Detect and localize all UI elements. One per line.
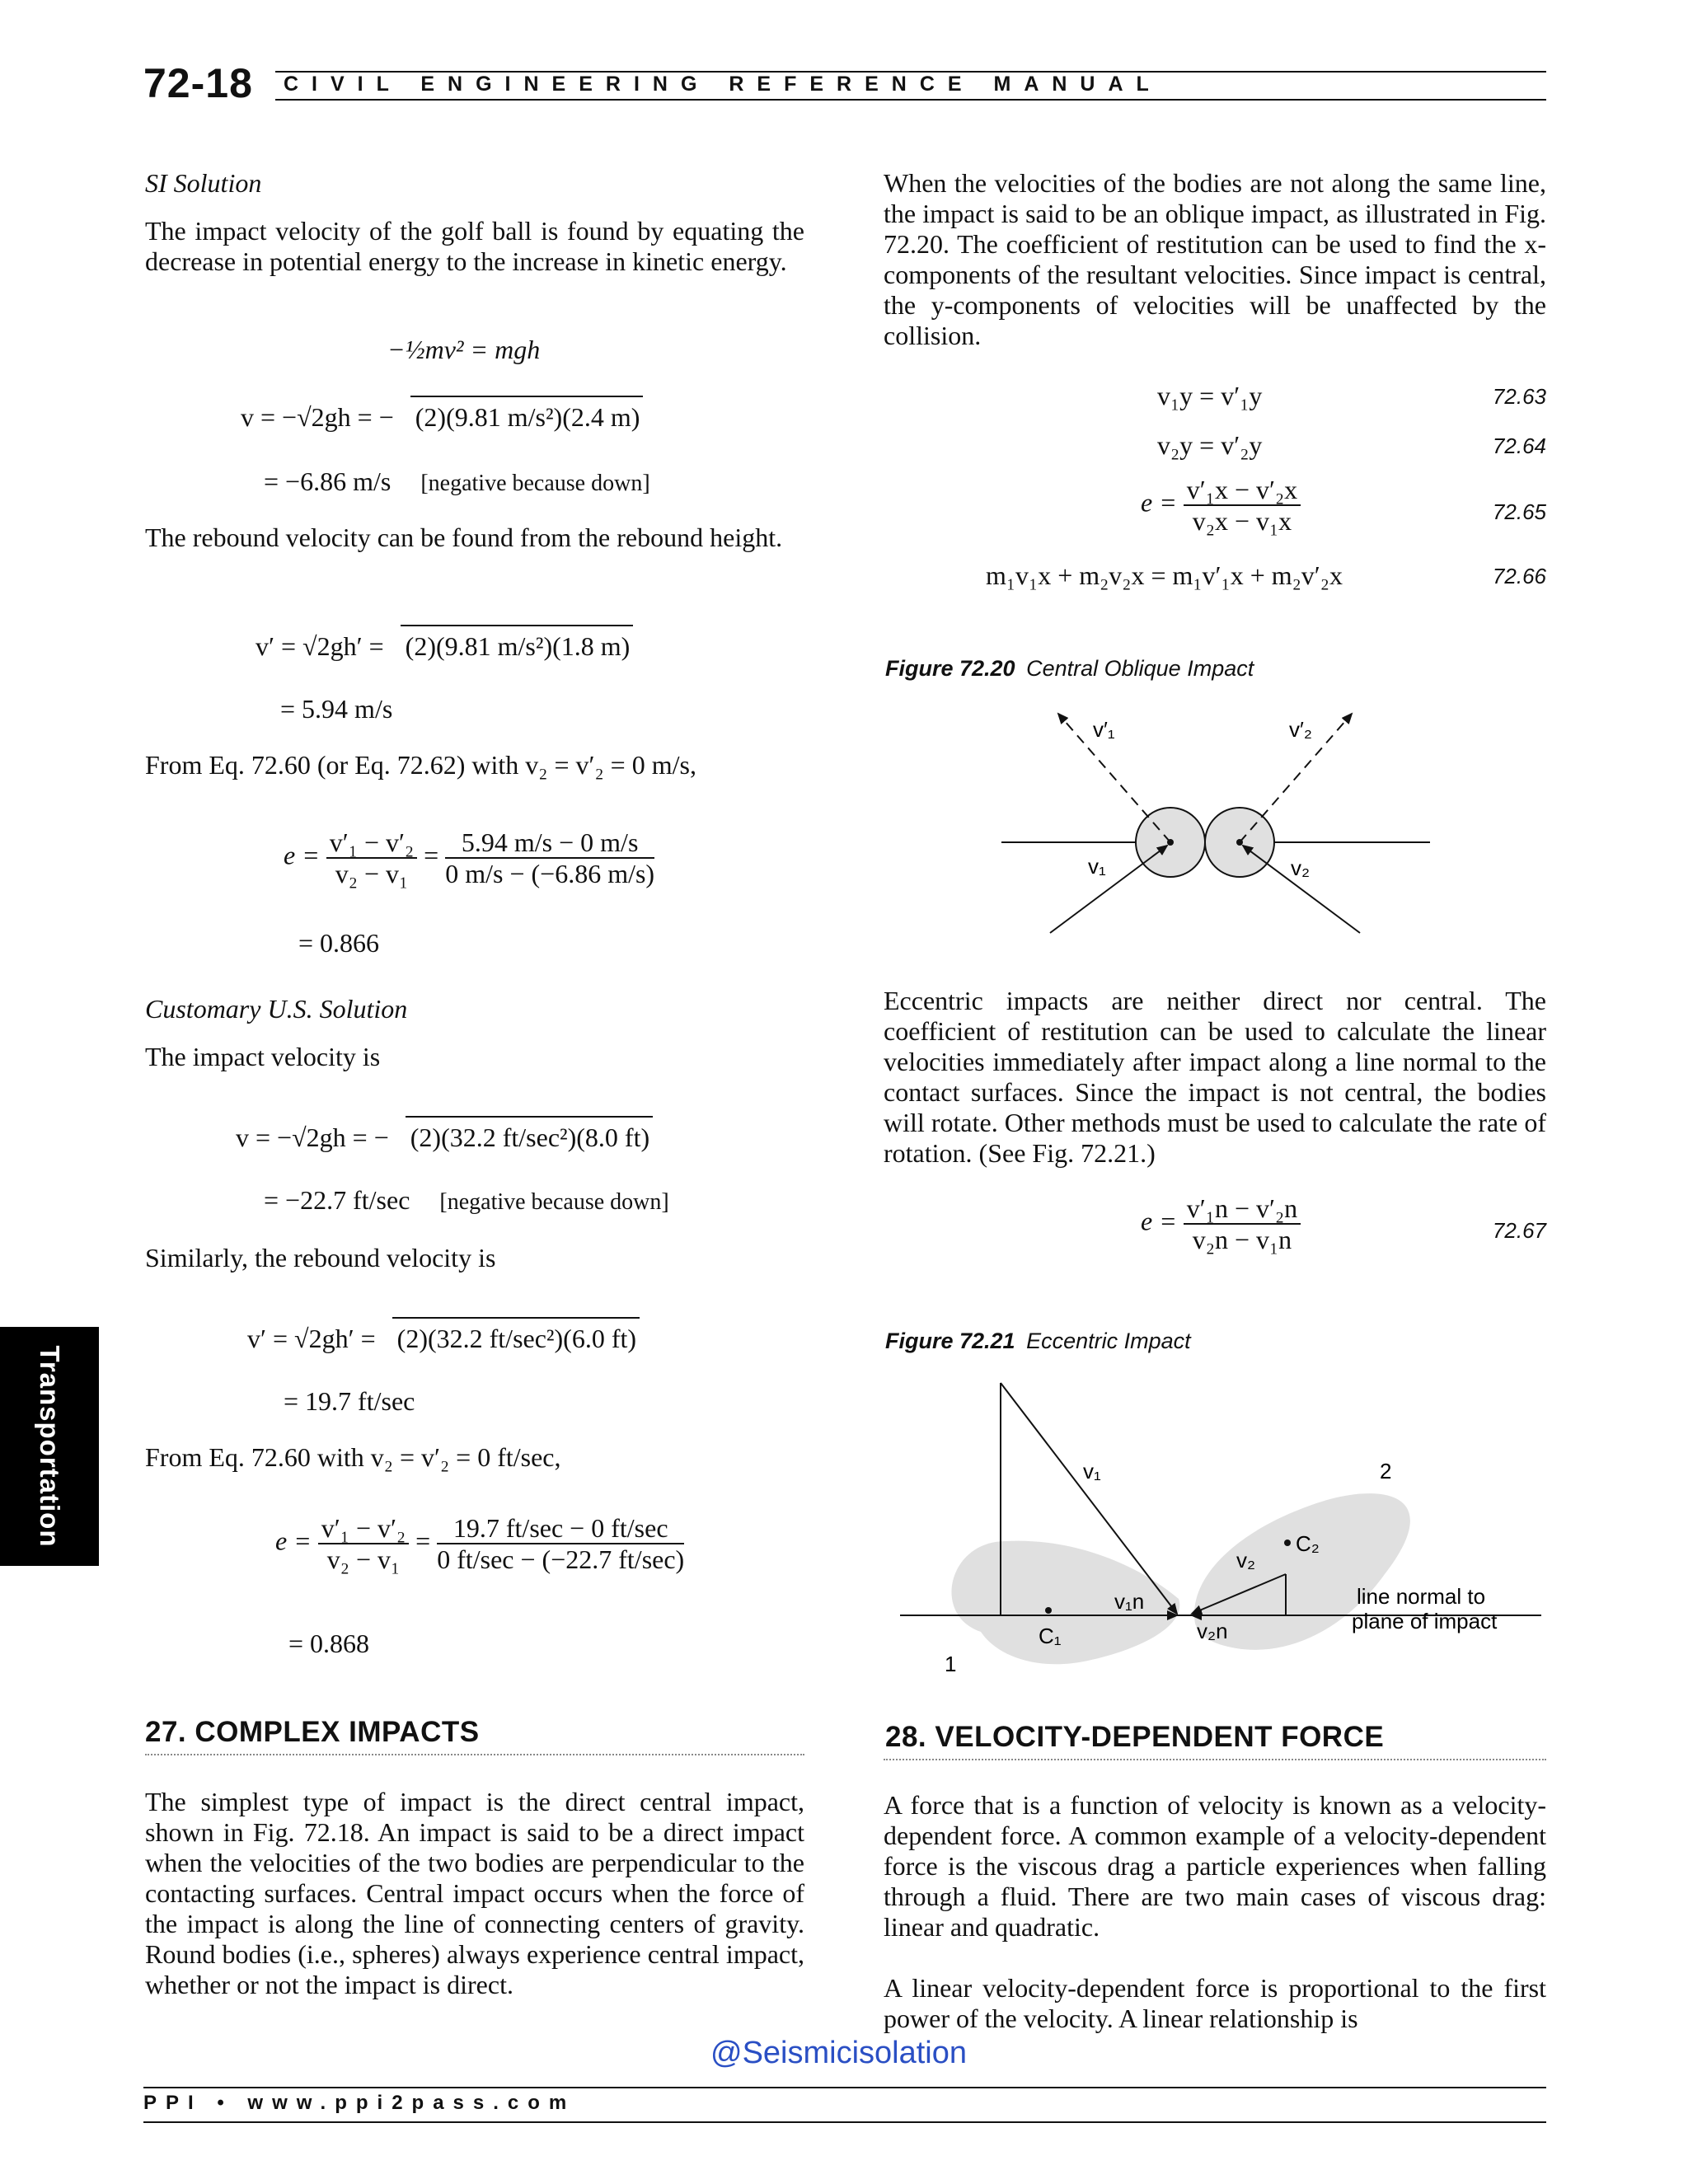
- v2-label: v₂: [1236, 1548, 1256, 1572]
- equation-lhs: e =: [275, 1526, 312, 1556]
- figure-label: Figure 72.21: [885, 1329, 1015, 1353]
- note: [negative because down]: [420, 471, 650, 496]
- equation: [264, 1183, 669, 1219]
- numerator: v′₁ − v′₂: [318, 1513, 409, 1544]
- c1-label: C₁: [1039, 1624, 1062, 1648]
- numerator: v′₁n − v′₂n: [1184, 1193, 1301, 1225]
- equation: [256, 630, 633, 663]
- equation-number: 72.66: [1492, 564, 1546, 588]
- result: = 0.868: [288, 1629, 370, 1658]
- central-oblique-impact-figure: [989, 701, 1451, 948]
- watermark: @Seismicisolation: [710, 2036, 968, 2070]
- figure-label: Figure 72.20: [885, 656, 1015, 681]
- v1-arrow: [1050, 846, 1167, 933]
- fraction: [445, 827, 654, 888]
- equation: [236, 1121, 653, 1154]
- equation-lhs: v = −√2gh = −: [241, 402, 394, 432]
- denominator: v₂ − v₁: [335, 859, 409, 888]
- numerator: 19.7 ft/sec − 0 ft/sec: [437, 1513, 684, 1544]
- radicand: (2)(32.2 ft/sec²)(6.0 ft): [392, 1317, 640, 1353]
- v1n-label: v₁n: [1114, 1589, 1145, 1614]
- result: = 5.94 m/s: [280, 694, 393, 724]
- result: = −6.86 m/s: [264, 466, 392, 496]
- equation: −½mv² = mgh: [387, 335, 541, 364]
- paragraph: From Eq. 72.60 with v₂ = v′₂ = 0 ft/sec,: [145, 1442, 561, 1472]
- paragraph: From Eq. 72.60 (or Eq. 72.62) with v₂ = v′₂ = 0 m/s,: [145, 750, 696, 780]
- equation-lhs: e =: [284, 840, 320, 870]
- paragraph: The impact velocity of the golf ball is found by equating the decrease in potential energy to the increase in kinetic energy.: [145, 216, 804, 276]
- result: = −22.7 ft/sec: [264, 1185, 410, 1215]
- equation: [284, 827, 654, 888]
- equation: m₁v₁x + m₂v₂x = m₁v′₁x + m₂v′₂x: [986, 560, 1343, 590]
- figure-title: Eccentric Impact: [1026, 1329, 1191, 1353]
- body-1: [951, 1541, 1179, 1665]
- line-normal-label-1: line normal to: [1357, 1584, 1486, 1609]
- equation-lhs: v′ = √2gh′ =: [256, 631, 384, 661]
- page-number: 72-18: [143, 60, 253, 106]
- denominator: v₂n − v₁n: [1192, 1225, 1292, 1254]
- denominator: v₂x − v₁x: [1192, 506, 1292, 536]
- section-heading: 27. COMPLEX IMPACTS: [145, 1716, 480, 1748]
- equation-lhs: v′ = √2gh′ =: [247, 1324, 376, 1353]
- v1-label: v₁: [1083, 1459, 1101, 1483]
- figure-title: Central Oblique Impact: [1026, 656, 1254, 681]
- radicand: (2)(9.81 m/s²)(1.8 m): [401, 625, 634, 661]
- equals: =: [415, 1526, 431, 1556]
- equation-number: 72.67: [1492, 1218, 1546, 1243]
- equation-number: 72.63: [1492, 384, 1546, 409]
- us-solution-heading: Customary U.S. Solution: [145, 994, 408, 1024]
- section-rule: [145, 1754, 804, 1755]
- fraction: [318, 1513, 409, 1574]
- equation: [1141, 1193, 1301, 1254]
- si-solution-heading: SI Solution: [145, 168, 262, 198]
- section-heading: 28. VELOCITY-DEPENDENT FORCE: [885, 1721, 1385, 1753]
- footer-publisher[interactable]: PPI • www.ppi2pass.com: [143, 2092, 576, 2114]
- denominator: 0 ft/sec − (−22.7 ft/sec): [437, 1544, 685, 1574]
- v1-prime-label: v′₁: [1093, 717, 1115, 742]
- c2-label: C₂: [1296, 1531, 1320, 1556]
- note: [negative because down]: [439, 1189, 669, 1215]
- v2-label: v₂: [1291, 855, 1311, 880]
- equation-number: 72.64: [1492, 434, 1546, 458]
- section-rule: [884, 1759, 1546, 1760]
- equation: [275, 1513, 684, 1574]
- equation: [247, 1322, 640, 1355]
- equation: v₂y = v′₂y: [1157, 430, 1263, 460]
- paragraph: The impact velocity is: [145, 1042, 381, 1071]
- result: = 19.7 ft/sec: [284, 1386, 415, 1416]
- paragraph: A force that is a function of velocity is known as a velocity-dependent force. A common example of a velocity-dependent force is the viscous drag a particle experiences when falling through a fluid. There are two main cases of viscous drag: linear and quadratic.: [884, 1790, 1546, 1942]
- denominator: v₂ − v₁: [326, 1544, 401, 1574]
- paragraph: The simplest type of impact is the direct central impact, shown in Fig. 72.18. An impact is said to be a direct impact when the velocities of the two bodies are perpendicular to the contacting surfaces. Central impact occurs when the force of the impact is along the line of connecting centers of gravity. Round bodies (i.e., spheres) always experience central impact, whether or not the impact is direct.: [145, 1787, 804, 1999]
- footer-rule: [143, 2087, 1546, 2088]
- eccentric-impact-figure: [898, 1376, 1541, 1690]
- fraction: [326, 827, 417, 888]
- v2n-label: v₂n: [1197, 1619, 1228, 1643]
- line-normal-label-2: plane of impact: [1352, 1609, 1498, 1633]
- figure-caption: [885, 656, 1254, 682]
- equation: [241, 401, 643, 434]
- radicand: (2)(32.2 ft/sec²)(8.0 ft): [406, 1116, 653, 1152]
- header-rule: [275, 99, 1546, 101]
- numerator: v′₁x − v′₂x: [1184, 475, 1301, 506]
- manual-title: CIVIL ENGINEERING REFERENCE MANUAL: [284, 73, 1162, 96]
- v2-prime-label: v′₂: [1289, 717, 1312, 742]
- numerator: 5.94 m/s − 0 m/s: [445, 827, 654, 859]
- equation-lhs: v = −√2gh = −: [236, 1122, 389, 1152]
- fraction: [437, 1513, 684, 1574]
- paragraph: The rebound velocity can be found from the rebound height.: [145, 523, 783, 552]
- v1-label: v₁: [1088, 854, 1106, 879]
- equation-lhs: e =: [1141, 487, 1177, 518]
- c2-point: [1284, 1540, 1291, 1546]
- paragraph: Eccentric impacts are neither direct nor central. The coefficient of restitution can be used to calculate the linear velocities immediately after impact along a line normal to the contact surfaces. Since the impact is not central, the bodies will rotate. Other methods must be used to calculate the rate of rotation. (See Fig. 72.21.): [884, 986, 1546, 1168]
- equation: v₁y = v′₁y: [1157, 381, 1263, 410]
- equation: [1141, 475, 1301, 536]
- equation-lhs: e =: [1141, 1206, 1177, 1236]
- c1-point: [1045, 1607, 1052, 1614]
- radicand: (2)(9.81 m/s²)(2.4 m): [410, 396, 644, 432]
- equals: =: [424, 840, 439, 870]
- result: = 0.866: [298, 928, 380, 958]
- denominator: 0 m/s − (−6.86 m/s): [445, 859, 655, 888]
- fraction: [1184, 1193, 1301, 1254]
- paragraph: When the velocities of the bodies are not along the same line, the impact is said to be an oblique impact, as illustrated in Fig. 72.20. The coefficient of restitution can be used to find the x-components of the resultant velocities. Since impact is central, the y-components of velocities will be unaffected by the collision.: [884, 168, 1546, 350]
- equation-number: 72.65: [1492, 499, 1546, 524]
- figure-caption: [885, 1329, 1191, 1354]
- body-2-label: 2: [1380, 1459, 1392, 1483]
- body-1-label: 1: [945, 1652, 957, 1676]
- footer-rule: [143, 2121, 1546, 2123]
- paragraph: Similarly, the rebound velocity is: [145, 1243, 496, 1272]
- fraction: [1184, 475, 1301, 536]
- section-tab-label: Transportation: [35, 1345, 65, 1548]
- section-tab[interactable]: [0, 1327, 99, 1566]
- equation: [264, 465, 650, 500]
- paragraph: A linear velocity-dependent force is proportional to the first power of the velocity. A linear relationship is: [884, 1973, 1546, 2033]
- numerator: v′₁ − v′₂: [326, 827, 417, 859]
